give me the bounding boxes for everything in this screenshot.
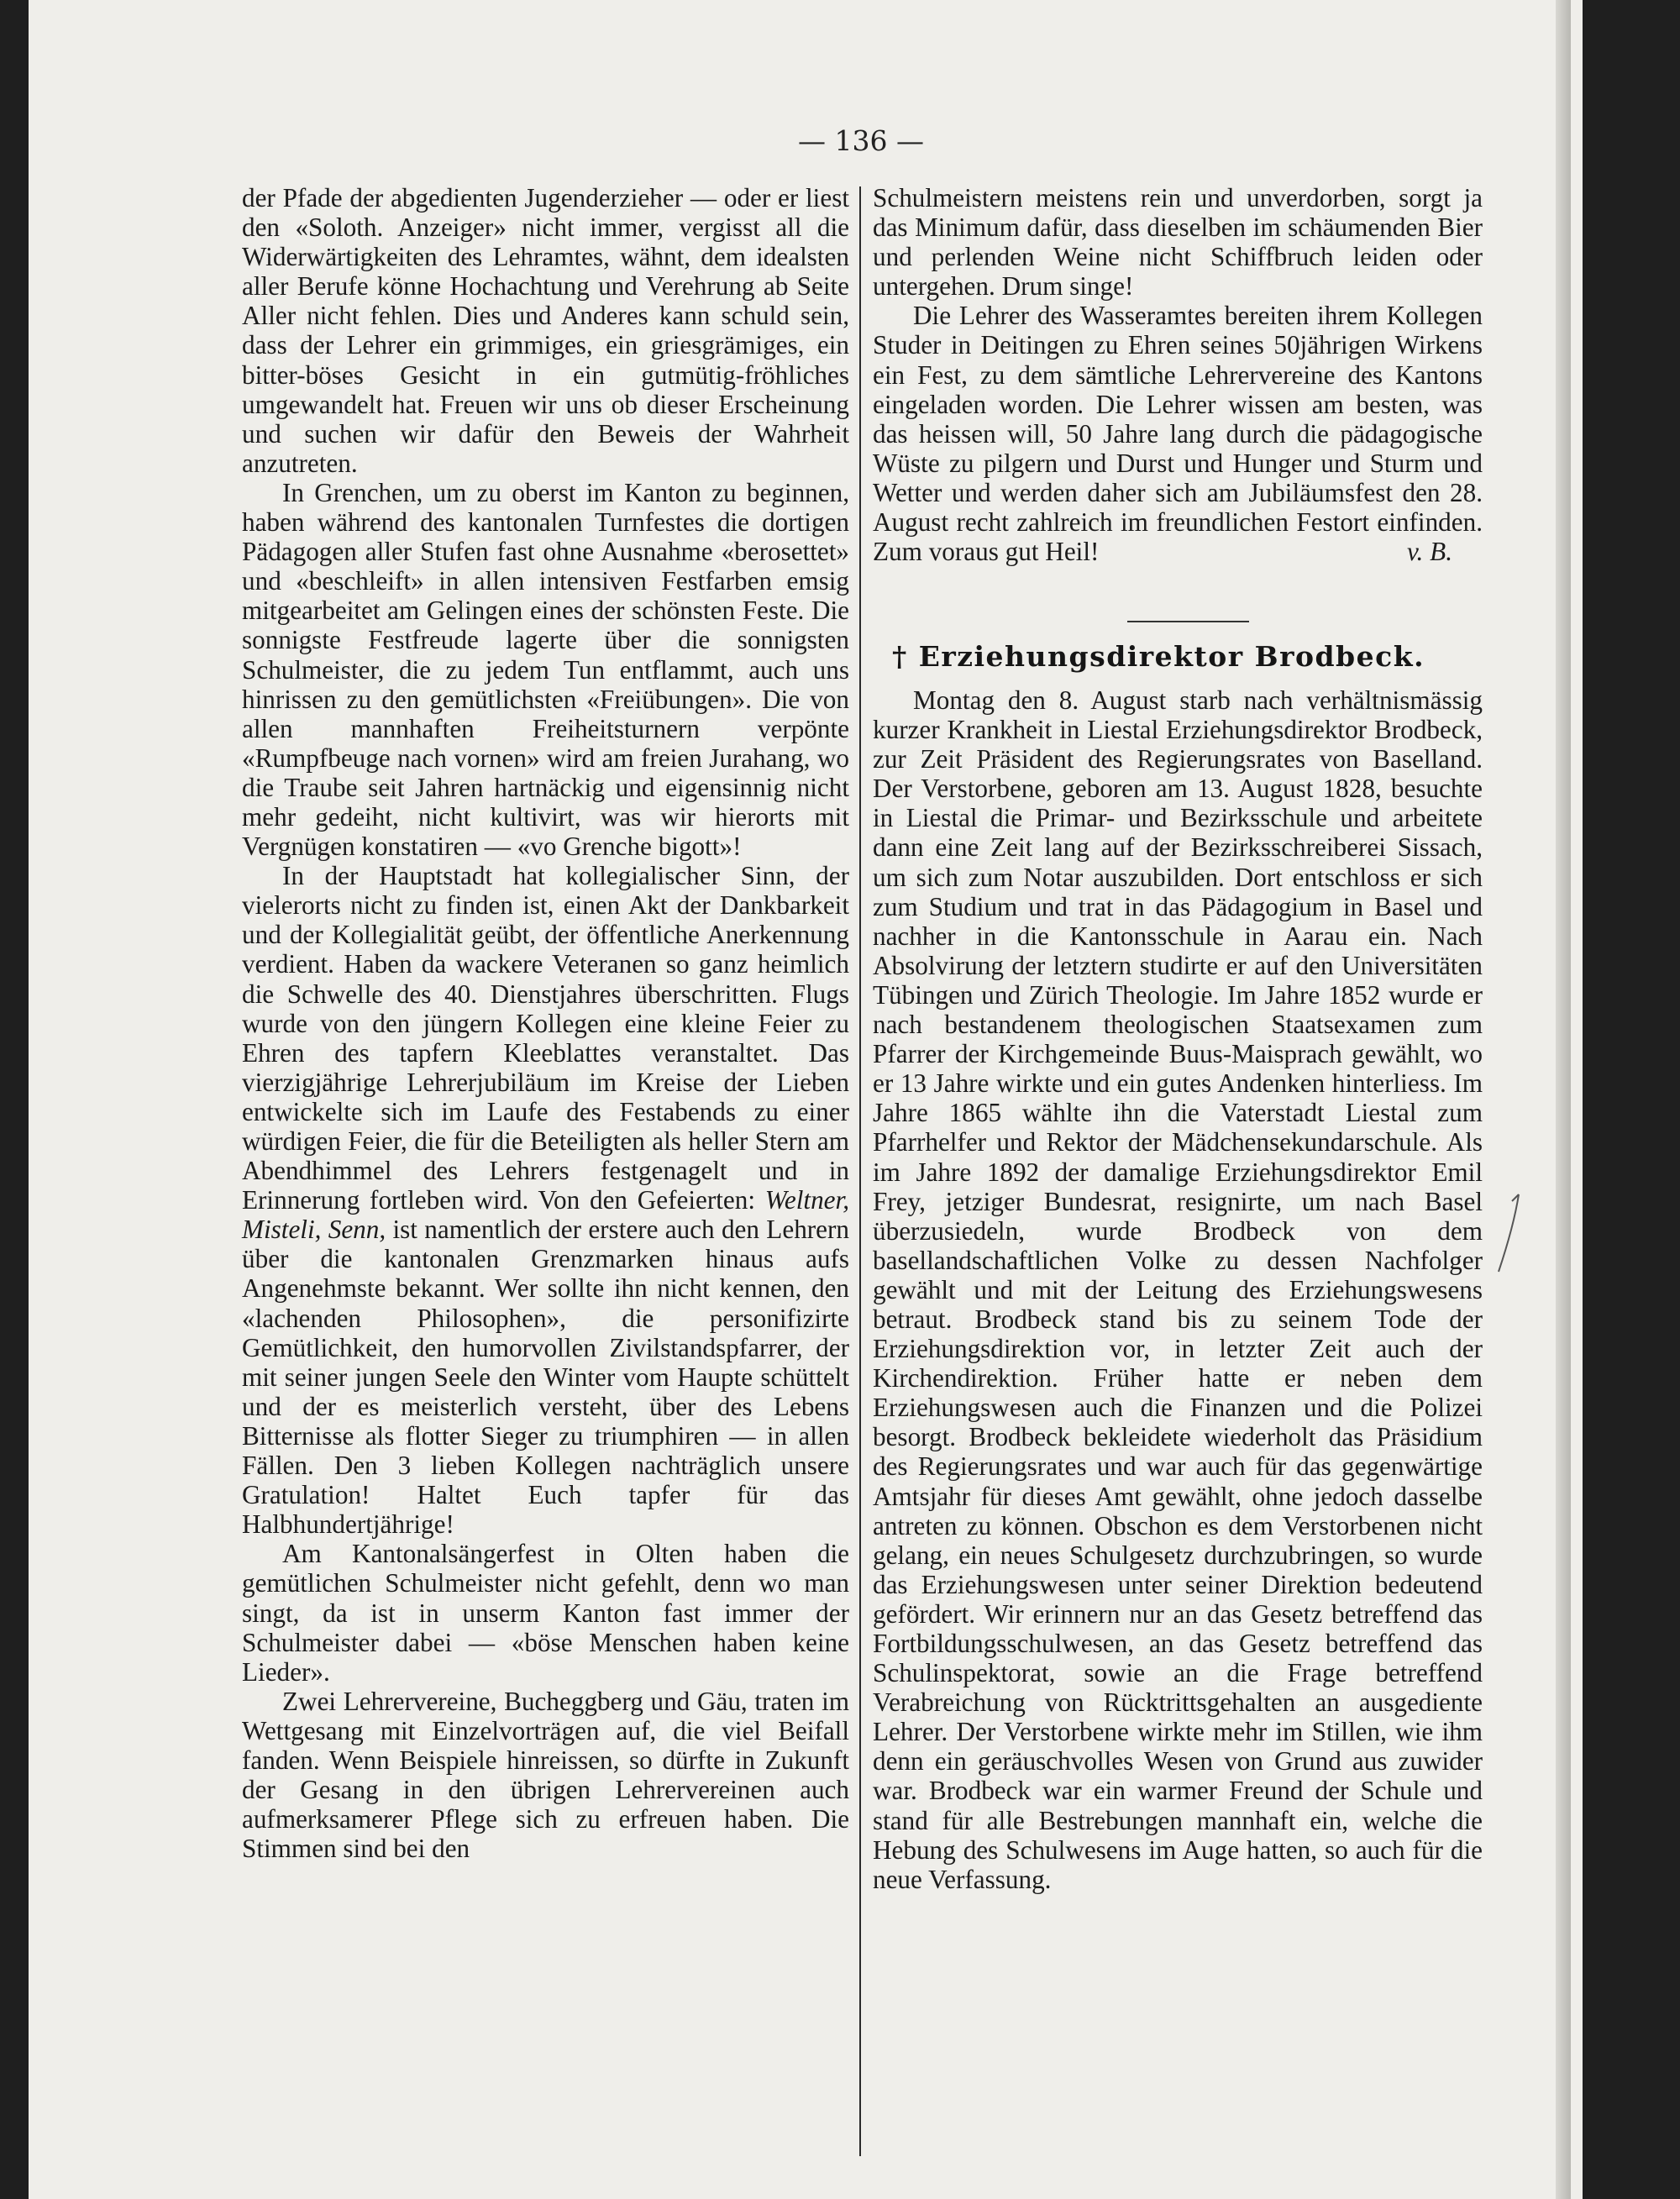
paragraph: Am Kantonalsängerfest in Olten haben die gemütlichen Schulmeister nicht gefehlt, denn wo man singt, da ist in unserm Kanton fast immer der Schulmeister dabei — «böse Menschen haben keine Lieder». bbox=[242, 1539, 849, 1687]
paragraph-text: In der Hauptstadt hat kollegialischer Sinn, der vielerorts nicht zu finden ist, einen Akt der Dankbarkeit und der Kollegialität geübt, der öffentliche Anerkennung verdient. Haben da wackere Veteranen so ganz heimlich die Schwelle des 40. Dienstjahres überschritten. Flugs wurde von den jüngern Kollegen eine kleine Feier zu Ehren des tapfern Kleeblattes veranstaltet. Das vierzigjährige Lehrerjubiläum im Kreise der Lieben entwickelte sich im Laufe des Festabends zu einer würdigen Feier, die für die Beteiligten als heller Stern am Abendhimmel des Lehrers festgenagelt und in Erinnerung fortleben wird. Von den Gefeierten: bbox=[242, 861, 849, 1215]
left-column bbox=[242, 183, 849, 1863]
paragraph bbox=[873, 301, 1483, 566]
paragraph: Zwei Lehrervereine, Bucheggberg und Gäu, traten im Wettgesang mit Einzelvorträgen auf, die viel Beifall fanden. Wenn Beispiele hinreissen, so dürfte in Zukunft der Gesang in den übrigen Lehrervereinen auch aufmerksamerer Pflege sich zu erfreuen haben. Die Stimmen sind bei den bbox=[242, 1686, 849, 1864]
section-rule bbox=[1127, 621, 1249, 622]
paragraph: der Pfade der abgedienten Jugenderzieher — oder er liest den «Soloth. Anzeiger» nicht immer, vergisst all die Widerwärtigkeiten des Lehramtes, wähnt, dem idealsten aller Berufe könne Hochachtung und Verehrung ab Seite Aller nicht fehlen. Dies und Anderes kann schuld sein, dass der Lehrer ein grimmiges, ein griesgrämiges, ein bitter-böses Gesicht in ein gutmütig-fröhliches umgewandelt hat. Freuen wir uns ob dieser Erscheinung und suchen wir dafür den Beweis der Wahrheit anzutreten. bbox=[242, 183, 849, 478]
paragraph-text: ist namentlich der erstere auch den Lehrern über die kantonalen Grenzmarken hinaus aufs Angenehmste bekannt. Wer sollte ihn nicht kennen, den «lachenden Philosophen», die personifizirte Gemütlichkeit, den humorvollen Zivilstandspfarrer, der mit seiner jungen Seele den Winter vom Haupte schüttelt und der es meisterlich versteht, über des Lebens Bitternisse als flotter Sieger zu triumphiren — in allen Fällen. Den 3 lieben Kollegen nachträglich unsere Gratulation! Haltet Euch tapfer für das Halbhundertjährige! bbox=[242, 1215, 849, 1540]
page-edge bbox=[1556, 0, 1571, 2199]
column-divider bbox=[859, 186, 861, 2156]
obituary-heading: † Erziehungsdirektor Brodbeck. bbox=[892, 640, 1425, 673]
paragraph: Montag den 8. August starb nach verhältnismässig kurzer Krankheit in Liestal Erziehungsdirektor Brodbeck, zur Zeit Präsident des Regierungsrates von Baselland. Der Verstorbene, geboren am 13. August 1828, besuchte in Liestal die Primar- und Bezirksschule und arbeitete dann eine Zeit lang auf der Bezirksschreiberei Sissach, um sich zum Notar auszubilden. Dort entschloss er sich zum Studium und trat in das Pädagogium in Basel und nachher in die Kantonsschule in Aarau ein. Nach Absolvirung der letztern studirte er auf den Universitäten Tübingen und Zürich Theologie. Im Jahre 1852 wurde er nach bestandenem theologischen Staatsexamen zum Pfarrer der Kirchgemeinde Buus-Maisprach gewählt, wo er 13 Jahre wirkte und ein gutes Andenken hinterliess. Im Jahre 1865 wählte ihn die Vaterstadt Liestal zum Pfarrhelfer und Rektor der Mädchensekundarschule. Als im Jahre 1892 der damalige Erziehungsdirektor Emil Frey, jetziger Bundesrat, resignirte, um nach Basel überzusiedeln, wurde Brodbeck von dem basellandschaftlichen Volke zu dessen Nachfolger gewählt und mit der Leitung des Erziehungswesens betraut. Brodbeck stand bis zu seinem Tode der Erziehungsdirektion vor, in letzter Zeit auch der Kirchendirektion. Früher hatte er neben dem Erziehungswesen auch die Finanzen und die Polizei besorgt. Brodbeck bekleidete wiederholt das Präsidium des Regierungsrates und war auch für das gegenwärtige Amtsjahr für dieses Amt gewählt, ohne jedoch dasselbe antreten zu können. Obschon es dem Verstorbenen nicht gelang, ein neues Schulgesetz durchzubringen, so wurde das Erziehungswesen unter seiner Direktion bedeutend gefördert. Wir erinnern nur an das Gesetz betreffend das Fortbildungsschulwesen, an das Gesetz betreffend das Schulinspektorat, sowie an die Frage betreffend Verabreichung von Rücktrittsgehalten an ausgediente Lehrer. Der Verstorbene wirkte mehr im Stillen, wie ihm denn ein geräuschvolles Wesen von Grund aus zuwider war. Brodbeck war ein warmer Freund der Schule und stand für alle Bestrebungen mannhaft ein, welche die Hebung des Schulwesens im Auge hatten, so auch für die neue Verfassung. bbox=[873, 685, 1483, 1894]
honoree-names: Weltner, Misteli, Senn, bbox=[242, 1185, 849, 1245]
right-column bbox=[873, 183, 1483, 566]
pencil-mark-icon bbox=[1494, 1191, 1527, 1275]
paragraph-text: Die Lehrer des Wasseramtes bereiten ihrem Kollegen Studer in Deitingen zu Ehren seines 50jährigen Wirkens ein Fest, zu dem sämtliche Lehrervereine des Kantons eingeladen worden. Die Lehrer wissen am besten, was das heissen will, 50 Jahre lang durch die pädagogische Wüste zu pilgern und Durst und Hunger und Sturm und Wetter und werden daher sich am Jubiläumsfest den 28. August recht zahlreich im freundlichen Festort einfinden. Zum voraus gut Heil! bbox=[873, 301, 1483, 567]
obituary-body bbox=[873, 685, 1483, 1894]
paragraph: Schulmeistern meistens rein und unverdorben, sorgt ja das Minimum dafür, dass dieselben im schäumenden Bier und perlenden Weine nicht Schiffbruch leiden oder untergehen. Drum singe! bbox=[873, 183, 1483, 302]
paragraph: In Grenchen, um zu oberst im Kanton zu beginnen, haben während des kantonalen Turnfestes die dortigen Pädagogen aller Stufen fast ohne Ausnahme «berosettet» und «beschleift» in allen intensiven Festfarben emsig mitgearbeitet am Gelingen eines der schönsten Feste. Die sonnigste Festfreude lagerte über die sonnigsten Schulmeister, die zu jedem Tun entflammt, auch uns hinrissen zu den gemütlichsten «Freiübungen». Die von allen mannhaften Freiheitsturnern verpönte «Rumpfbeuge nach vornen» wird am freien Jurahang, wo die Traube seit Jahren hartnäckig und eigensinnig nicht mehr gedeiht, nicht kultivirt, was wir hierorts mit Vergnügen konstatiren — «vo Grenche bigott»! bbox=[242, 477, 849, 862]
page-number: — 136 — bbox=[798, 124, 924, 157]
author-signature: v. B. bbox=[1407, 537, 1452, 567]
paragraph bbox=[242, 861, 849, 1539]
